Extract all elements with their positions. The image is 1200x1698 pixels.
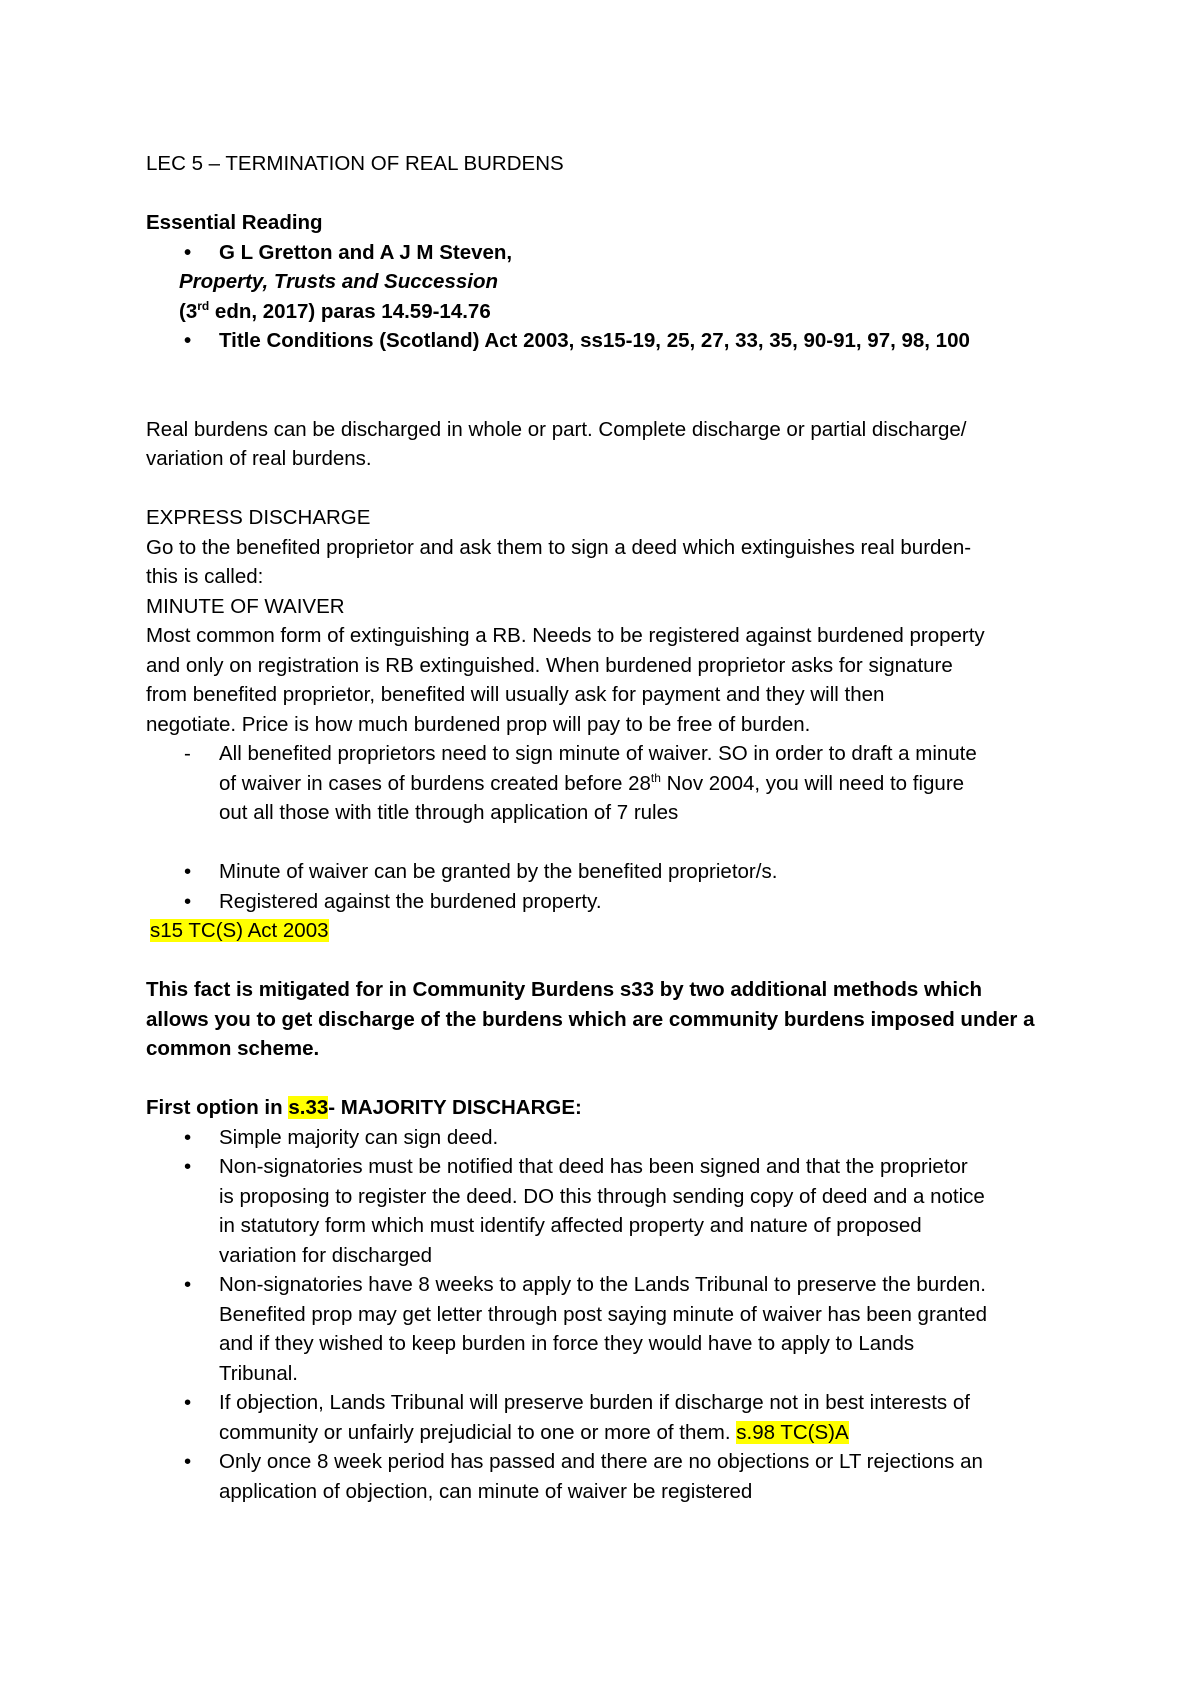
majority-bullet-3: • Non-signatories have 8 weeks to apply to the Lands Tribunal to preserve the burden. Benefited prop may get letter through post saying minute of waiver has been granted and if they wished to keep burden in force they would have to apply to Lands Tribunal. [146,1270,1081,1388]
reading-heading: Essential Reading [146,211,323,234]
citation-s15: s15 TC(S) Act 2003 [150,919,329,942]
bullet-item-registered: • Registered against the burdened property. [146,887,1081,917]
reading-item-book [146,238,1081,268]
book-authors: G L Gretton and A J M Steven, [219,240,513,264]
bullet-icon: • [184,1450,192,1473]
lecture-title: LEC 5 – TERMINATION OF REAL BURDENS [146,152,564,175]
bullet-icon: • [184,1125,192,1149]
document-body: LEC 5 – TERMINATION OF REAL BURDENS Essential Reading • G L Gretton and A J M Steven, Property, Trusts and Succession (3rd edn, 2017) paras 14.59-14.76 • Title Conditions (Scotland) Act 2003, ss15-19, 25, 27, 33, 35, 90-91, 97, 98, 100 Real burdens can be discharged in whole or part. Complete discharge or partial discharge/ variation of real burdens. EXPRESS DISCHARGE Go to the benefited proprietor and ask them to sign a deed which extinguishes real burden- this is called: MINUTE OF WAIVER Most common form of extinguishing a RB. Needs to be registered against burdened property and only on registration is RB extinguished. When burdened proprietor asks for signature from benefited proprietor, benefited will usually ask for payment and they will then negotiate. Price is how much burdened prop will pay to be free of burden. - All benefited proprietors need to sign minute of waiver. SO in order to draft a minute of waiver in cases of burdens created before 28th Nov 2004, you will need to figure out all those with title through application of 7 rules • Minute of waiver can be granted by the benefited proprietor/s. • Registered against the burdened property. s15 TC(S) Act 2003 This fact is mitigated for in Community Burdens s33 by two additional methods which allows you to get discharge of the burdens which are community burdens imposed under a common scheme. First option in s.33- MAJORITY DISCHARGE: • Simple majority can sign deed. • Non-signatories must be notified that deed has been signed and that the proprietor is proposing to register the deed. DO this through sending copy of deed and a notice in statutory form which must identify affected property and nature of proposed variation for discharged • Non-signatories have 8 weeks to apply to the Lands Tribunal to preserve the burden. Benefited prop may get letter through post saying minute of waiver has been granted and if they wished to keep burden in force they would have to apply to Lands Tribunal. • If objection, Lands Tribunal will preserve burden if discharge not in best interests of community or unfairly prejudicial to one or more of them. s.98 TC(S)A • Only once 8 week period has passed and there are no objections or LT rejections an application of objection, can minute of waiver be registered [146,149,1081,1506]
majority-bullet-2: • Non-signatories must be notified that deed has been signed and that the proprietor is proposing to register the deed. DO this through sending copy of deed and a notice in statutory form which must identify affected property and nature of proposed variation for discharged [146,1152,1081,1270]
bullet-icon: • [184,240,192,264]
citation-s98: s.98 TC(S)A [736,1420,849,1444]
majority-bullet-1: • Simple majority can sign deed. [146,1123,1081,1153]
act-reference: Title Conditions (Scotland) Act 2003, ss15-19, 25, 27, 33, 35, 90-91, 97, 98, 100 [219,329,970,352]
majority-bullet-4: • If objection, Lands Tribunal will preserve burden if discharge not in best interests of community or unfairly prejudicial to one or more of them. s.98 TC(S)A [146,1388,1081,1447]
minute-of-waiver-heading: MINUTE OF WAIVER [146,594,345,618]
majority-discharge-heading: First option in s.33- MAJORITY DISCHARGE: [146,1096,582,1119]
bullet-icon: • [184,1391,192,1414]
bullet-icon: • [184,860,192,883]
bullet-icon: • [184,1273,192,1296]
bullet-icon: • [184,329,192,352]
community-burdens-paragraph: This fact is mitigated for in Community Burdens s33 by two additional methods which allows you to get discharge of the burdens which are community burdens imposed under a common scheme. [146,978,1035,1060]
bullet-item-granted: • Minute of waiver can be granted by the benefited proprietor/s. [146,857,1081,887]
minute-of-waiver-paragraph: Most common form of extinguishing a RB. Needs to be registered against burdened property and only on registration is RB extinguished. When burdened proprietor asks for signature from benefited proprietor, benefited will usually ask for payment and they will then negotiate. Price is how much burdened prop will pay to be free of burden. [146,624,985,736]
bullet-icon: • [184,889,192,913]
majority-bullet-5: • Only once 8 week period has passed and there are no objections or LT rejections an application of objection, can minute of waiver be registered [146,1447,1081,1506]
book-title: Property, Trusts and Succession [179,270,498,293]
dash-icon: - [184,742,191,765]
bullet-icon: • [184,1155,192,1178]
reading-item-act [146,326,1081,356]
dash-list-item: - All benefited proprietors need to sign minute of waiver. SO in order to draft a minute of waiver in cases of burdens created before 28th Nov 2004, you will need to figure out all those with title through application of 7 rules [146,739,1081,828]
express-discharge-heading: EXPRESS DISCHARGE [146,506,371,529]
intro-paragraph: Real burdens can be discharged in whole or part. Complete discharge or partial discharge/ variation of real burdens. [146,417,967,470]
book-edition: (3rd edn, 2017) paras 14.59-14.76 [179,298,491,323]
